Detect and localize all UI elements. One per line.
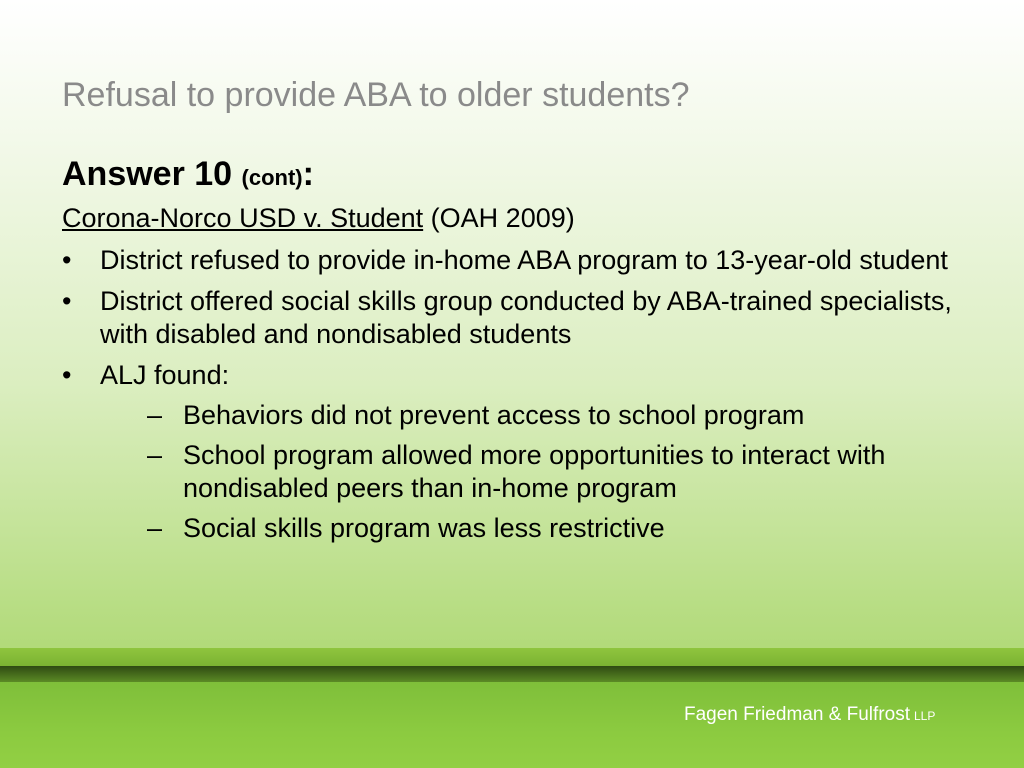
answer-label: Answer 10	[62, 155, 233, 193]
sub-bullet-text: School program allowed more opportunities to interact with nondisabled peers than in-home program	[183, 440, 886, 503]
dash-icon: –	[147, 400, 163, 430]
sub-bullet-item	[100, 399, 982, 432]
bullet-list	[62, 244, 982, 545]
bullet-icon: •	[62, 245, 72, 275]
dash-icon: –	[147, 440, 163, 470]
bullet-icon: •	[62, 286, 72, 316]
firm-logo	[684, 704, 935, 726]
sub-bullet-text: Behaviors did not prevent access to school program	[183, 400, 805, 430]
bullet-item	[62, 285, 982, 351]
case-source: (OAH 2009)	[430, 203, 575, 233]
footer-band-shadow	[0, 666, 1024, 682]
bullet-text: District refused to provide in-home ABA program to 13-year-old student	[100, 245, 948, 275]
sub-bullet-text: Social skills program was less restrictive	[183, 513, 665, 543]
firm-name: Fagen Friedman & Fulfrost	[684, 704, 910, 725]
sub-bullet-item	[100, 512, 982, 545]
bullet-item	[62, 359, 982, 545]
case-citation	[62, 200, 982, 236]
answer-suffix: (cont)	[241, 165, 303, 190]
sub-bullet-item	[100, 439, 982, 505]
sub-bullet-list	[100, 399, 982, 545]
dash-icon: –	[147, 513, 163, 543]
bullet-text: District offered social skills group conducted by ABA-trained specialists, with disabled and nondisabled students	[100, 286, 952, 349]
slide-title: Refusal to provide ABA to older students?	[62, 76, 690, 114]
bullet-icon: •	[62, 360, 72, 390]
answer-colon: :	[302, 155, 314, 193]
slide-content	[62, 152, 982, 545]
bullet-item	[62, 244, 982, 277]
firm-suffix: LLP	[913, 709, 936, 723]
bullet-text: ALJ found:	[100, 360, 230, 390]
footer-band-light	[0, 648, 1024, 666]
case-name: Corona-Norco USD v. Student	[62, 203, 424, 233]
answer-heading	[62, 152, 982, 200]
